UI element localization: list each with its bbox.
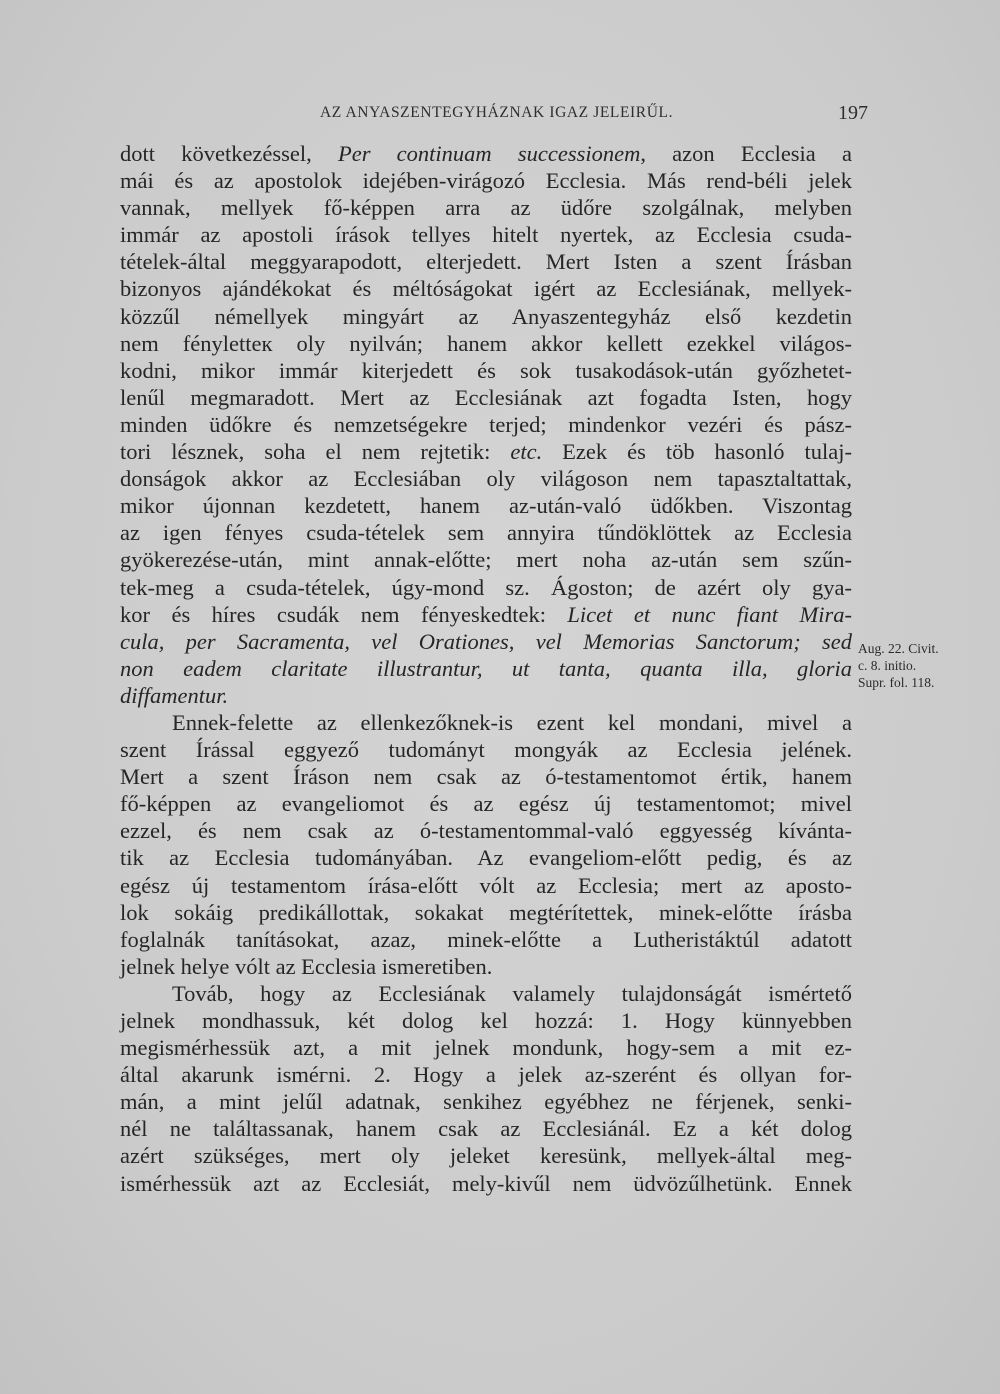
text-line: lenűl megmaradott. Mert az Ecclesiának azt fogadta Isten, hogy xyxy=(120,384,852,410)
text-line: az igen fényes csuda-tételek sem annyira tűndöklöttek az Ecclesia xyxy=(120,520,852,546)
margin-note-line: Aug. 22. Civit. xyxy=(858,641,939,656)
text-line: kor és híres csudák nem fényeskedtek: Licet et nunc fiant Mira- xyxy=(120,601,852,627)
latin-quote: diffamentur. xyxy=(120,682,229,708)
text-line xyxy=(120,682,852,709)
running-head: AZ ANYASZENTEGYHÁZNAK IGAZ JELEIRŰL. xyxy=(320,104,674,121)
text-line: megismérhessük azt, a mit jelnek mondunk, hogy-sem a mit ez- xyxy=(120,1035,852,1061)
text-line: Mert a szent Íráson nem csak az ó-testamentomot értik, hanem xyxy=(120,764,852,790)
text-line: egész új testamentom írása-előtt vólt az Ecclesia; mert az aposto- xyxy=(120,872,852,898)
text-line: immár az apostoli írások tellyes hitelt nyertek, az Ecclesia csuda- xyxy=(120,222,852,248)
text-line: mikor újonnan kezdetett, hanem az-után-való üdőkben. Viszontag xyxy=(120,493,852,519)
text-line: mán, a mint jelűl adatnak, senkihez egyébhez ne férjenek, senki- xyxy=(120,1089,852,1115)
body-text xyxy=(120,140,852,1197)
latin-quote: Licet et nunc fiant Mira- xyxy=(567,601,852,627)
latin-quote: etc. xyxy=(510,439,543,465)
text-line: tori lésznek, soha el nem rejtetik: etc. Ezek és töb hasonló tulaj- xyxy=(120,439,852,465)
text-line: mái és az apostolok idejében-virágozó Ecclesia. Más rend-béli jelek xyxy=(120,168,852,194)
text-line: nem fényletteк oly nyilván; hanem akkor kellett ezekkel világos- xyxy=(120,330,852,356)
text-line xyxy=(120,655,852,682)
text-line: tek-meg a csuda-tételek, úgy-mond sz. Ágoston; de azért oly gya- xyxy=(120,574,852,600)
text-line: lok sokáig predikállottak, sokakat megtérítettek, minek-előtte írásba xyxy=(120,899,852,925)
text-line: tik az Ecclesia tudományában. Az evangeliom-előtt pedig, és az xyxy=(120,845,852,871)
text-line: ismérhessük azt az Ecclesiát, mely-kivűl nem üdvözűlhetünk. Ennek xyxy=(120,1170,852,1196)
latin-quote: cula, per Sacramenta, vel Orationes, vel Memorias Sanctorum; sed xyxy=(120,628,852,654)
text-line: donságok akkor az Ecclesiában oly világoson nem tapasztaltattak, xyxy=(120,466,852,492)
text-line: azért szükséges, mert oly jeleket keresünk, mellyek-által meg- xyxy=(120,1143,852,1169)
text-line: kodni, mikor immár kiterjedett és sok tusakodások-után győzhetet- xyxy=(120,357,852,383)
text-line: bizonyos ajándékokat és méltóságokat igért az Ecclesiának, mellyek- xyxy=(120,276,852,302)
margin-note-line: c. 8. initio. xyxy=(858,658,917,673)
page-number: 197 xyxy=(838,102,868,124)
margin-note xyxy=(858,640,968,691)
latin-quote: non eadem claritate illustrantur, ut tanta, quanta illa, gloria xyxy=(120,655,852,681)
text-line: foglalnák tanításokat, azaz, minek-előtte a Lutheristáktúl adatott xyxy=(120,926,852,952)
text-line: ezzel, és nem csak az ó-testamentommal-való eggyesség kívánta- xyxy=(120,818,852,844)
text-line xyxy=(120,628,852,655)
text-line: gyökerezése-után, mint annak-előtte; mert noha az-után sem szűn- xyxy=(120,547,852,573)
text-line: Ennek-felette az ellenkezőknek-is ezent kel mondani, mivel a xyxy=(172,709,852,735)
text-line: vannak, mellyek fő-képpen arra az üdőre szolgálnak, melyben xyxy=(120,195,852,221)
text-line: tételek-által meggyarapodott, elterjedett. Mert Isten a szent Írásban xyxy=(120,249,852,275)
text-line: fő-képpen az evangeliomot és az egész új testamentomot; mivel xyxy=(120,791,852,817)
text-line: dott következéssel, Per continuam successionem, azon Ecclesia a xyxy=(120,141,852,166)
text-line: nél ne találtassanak, hanem csak az Ecclesiánál. Ez a két dolog xyxy=(120,1116,852,1142)
text-line: jelnek mondhassuk, két dolog kel hozzá: 1. Hogy künnyebben xyxy=(120,1008,852,1033)
text-line: Továb, hogy az Ecclesiának valamely tulajdonságát ismértető xyxy=(172,980,852,1006)
text-line: által akarunk isméгni. 2. Hogy a jelek az-szerént és ollyan for- xyxy=(120,1062,852,1088)
margin-note-line: Supr. fol. 118. xyxy=(858,675,935,690)
text-line: szent Írással eggyező tudományt mongyák az Ecclesia jelének. xyxy=(120,737,852,763)
text-line: minden üdőkre és nemzetségekre terjed; mindenkor vezéri és pász- xyxy=(120,411,852,437)
text-line: jelnek helye vólt az Ecclesia ismeretiben. xyxy=(120,953,493,979)
text-line: közzűl némellyek mingyárt az Anyaszentegyház első kezdetin xyxy=(120,303,852,329)
latin-quote: Per continuam successionem xyxy=(337,141,641,166)
